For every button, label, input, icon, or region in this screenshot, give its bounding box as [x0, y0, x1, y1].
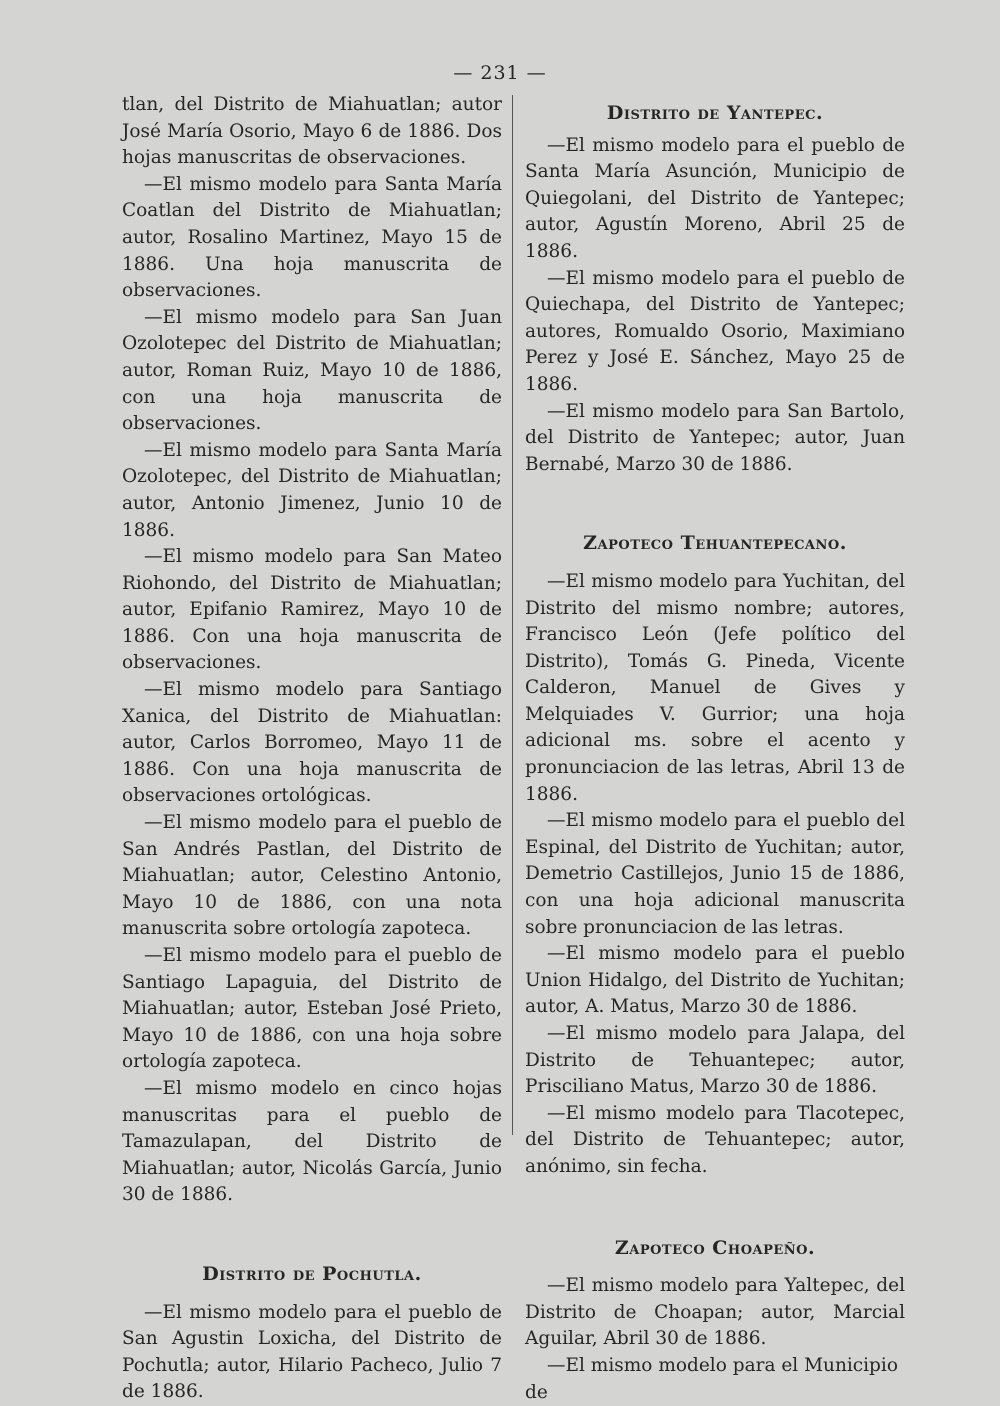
entry-paragraph: tlan, del Distrito de Miahuatlan; autor José María Osorio, Mayo 6 de 1886. Dos hojas manuscritas de observaciones.: [122, 94, 502, 169]
entry-paragraph: —El mismo modelo para San Juan Ozolotepec del Distrito de Miahuatlan; autor, Roman Ruiz, Mayo 10 de 1886, con una hoja manuscrita de observaciones.: [122, 306, 502, 435]
entry-paragraph: —El mismo modelo para San Bartolo, del Distrito de Yantepec; autor, Juan Bernabé, Marzo 30 de 1886.: [525, 400, 905, 475]
entry-paragraph: —El mismo modelo para el pueblo Union Hidalgo, del Distrito de Yuchitan; autor, A. Matus, Marzo 30 de 1886.: [525, 943, 905, 1018]
yantepec-entries: [525, 133, 905, 479]
section-heading-zapoteco-choapeno: Zapoteco Choapeño.: [614, 1236, 816, 1259]
entry-paragraph: —El mismo modelo para Yuchitan, del Distrito del mismo nombre; autores, Francisco León (Jefe político del Distrito), Tomás G. Pineda, Vicente Calderon, Manuel de Gives y Melquiades V. Gurrior; una hoja adicional ms. sobre el acento y pronunciacion de las letras, Abril 13 de 1886.: [525, 570, 905, 805]
entry-paragraph: —El mismo modelo para el pueblo de San Andrés Pastlan, del Distrito de Miahuatlan; autor, Celestino Antonio, Mayo 10 de 1886, con una nota manuscrita sobre ortología zapoteca.: [122, 812, 502, 940]
section-heading-zapoteco-tehuantepecano: Zapoteco Tehuantepecano.: [583, 532, 847, 555]
left-top-entries: [122, 92, 502, 1209]
entry-paragraph: —El mismo modelo para Jalapa, del Distrito de Tehuantepec; autor, Prisciliano Matus, Marzo 30 de 1886.: [525, 1023, 905, 1098]
entry-paragraph: —El mismo modelo para Santiago Xanica, del Distrito de Miahuatlan: autor, Carlos Borromeo, Mayo 11 de 1886. Con una hoja manuscrita de observaciones ortológicas.: [122, 679, 502, 807]
left-column: [122, 92, 502, 1406]
entry-paragraph: —El mismo modelo para el pueblo de Quiechapa, del Distrito de Yantepec; autores, Romualdo Osorio, Maximiano Perez y José E. Sánchez, Mayo 25 de 1886.: [525, 267, 905, 395]
entry-paragraph: —El mismo modelo para Santa María Ozolotepec, del Distrito de Miahuatlan; autor, Antonio Jimenez, Junio 10 de 1886.: [122, 439, 502, 541]
zapoteco-tehuantepecano-entries: [525, 569, 905, 1181]
column-divider: [512, 95, 513, 1135]
entry-paragraph: —El mismo modelo para Tlacotepec, del Distrito de Tehuantepec; autor, anónimo, sin fecha.: [525, 1102, 905, 1177]
section-heading-pochutla: Distrito de Pochutla.: [202, 1262, 422, 1285]
section-heading-yantepec: Distrito de Yantepec.: [606, 102, 824, 124]
page-number: — 231 —: [453, 62, 547, 84]
entry-paragraph: —El mismo modelo para el pueblo de Santa María Asunción, Municipio de Quiegolani, del Distrito de Yantepec; autor, Agustín Moreno, Abril 25 de 1886.: [525, 134, 905, 262]
entry-paragraph: —El mismo modelo para Santa María Coatlan del Distrito de Miahuatlan; autor, Rosalino Martinez, Mayo 15 de 1886. Una hoja manuscrita de observaciones.: [122, 173, 502, 302]
entry-paragraph: —El mismo modelo para el Municipio de: [525, 1354, 898, 1403]
entry-paragraph: —El mismo modelo para el pueblo del Espinal, del Distrito de Yuchitan; autor, Demetrio Castillejos, Junio 15 de 1886, con una hoja adicional manuscrita sobre pronunciacion de las letras.: [525, 810, 905, 938]
entry-paragraph: —El mismo modelo para el pueblo de Santiago Lapaguia, del Distrito de Miahuatlan; autor, Esteban José Prieto, Mayo 10 de 1886, con una hoja sobre ortología zapoteca.: [122, 945, 502, 1073]
zapoteco-choapeno-entries: [525, 1273, 905, 1406]
entry-paragraph: —El mismo modelo para Yaltepec, del Distrito de Choapan; autor, Marcial Aguilar, Abril 30 de 1886.: [525, 1275, 905, 1350]
entry-paragraph: —El mismo modelo para el pueblo de San Agustin Loxicha, del Distrito de Pochutla; autor, Hilario Pacheco, Julio 7 de 1886.: [122, 1301, 502, 1403]
right-column: [525, 100, 905, 1406]
entry-paragraph: —El mismo modelo para San Mateo Riohondo, del Distrito de Miahuatlan; autor, Epifanio Ramirez, Mayo 10 de 1886. Con una hoja manuscrita de observaciones.: [122, 546, 502, 674]
entry-paragraph: —El mismo modelo en cinco hojas manuscritas para el pueblo de Tamazulapan, del Distrito de Miahuatlan; autor, Nicolás García, Junio 30 de 1886.: [122, 1077, 502, 1206]
pochutla-entries: [122, 1300, 502, 1406]
